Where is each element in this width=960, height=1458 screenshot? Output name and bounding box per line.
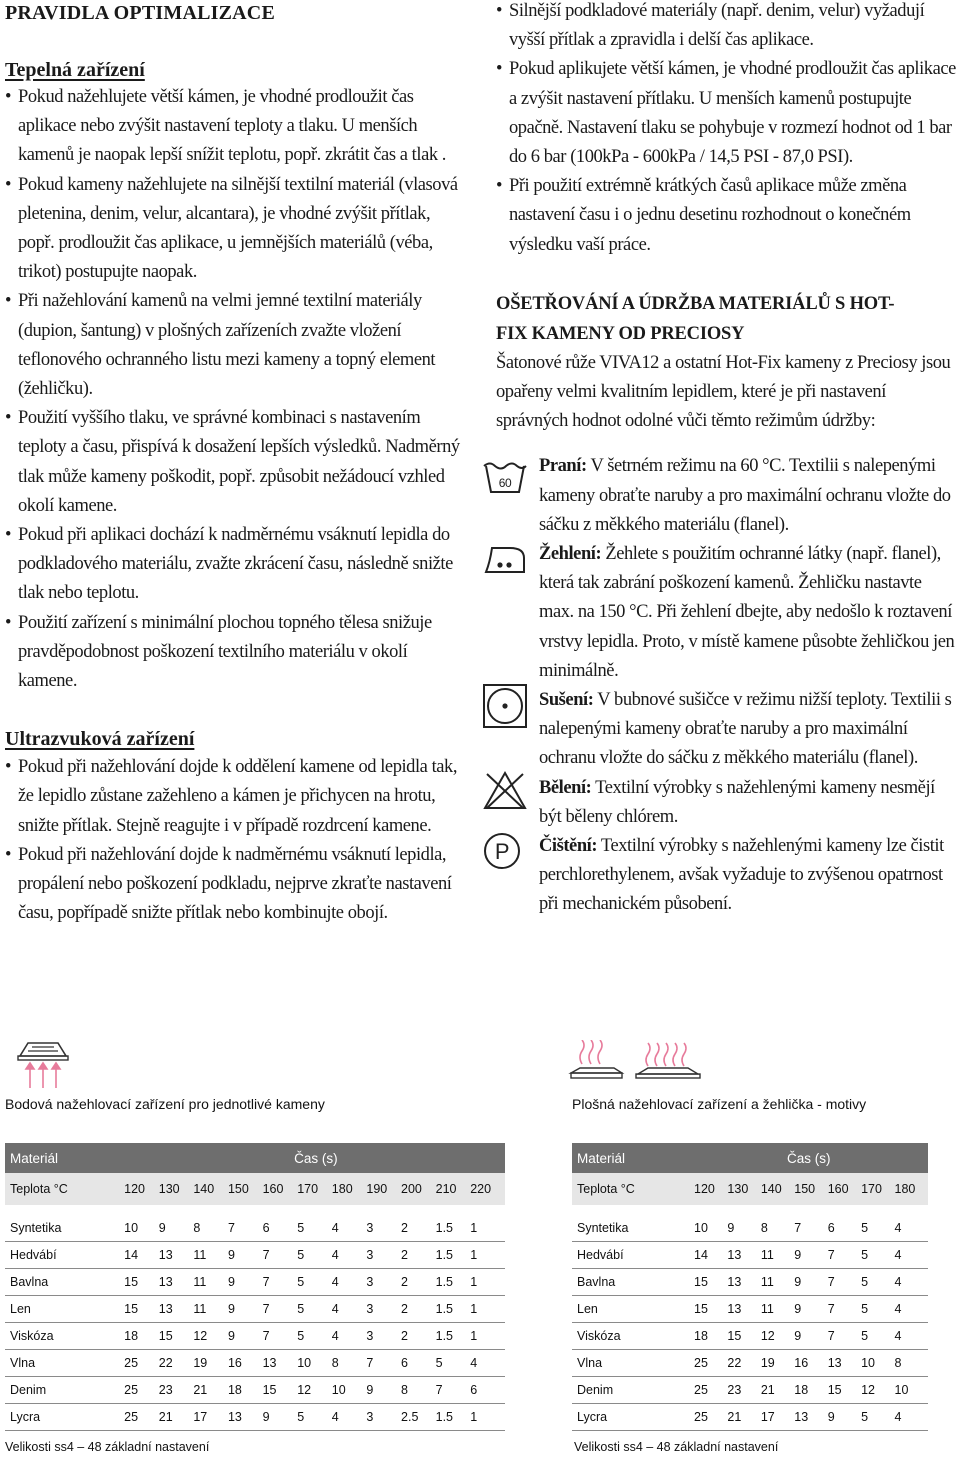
time-value-cell: 4 (332, 1323, 367, 1350)
time-value-cell: 9 (794, 1296, 827, 1323)
temperature-label: Teplota °C (572, 1173, 694, 1205)
time-value-cell: 1 (470, 1269, 505, 1296)
time-value-cell: 3 (366, 1404, 401, 1431)
time-value-cell: 1 (470, 1296, 505, 1323)
time-value-cell: 7 (436, 1377, 471, 1404)
time-value-cell: 7 (263, 1296, 298, 1323)
time-value-cell: 3 (366, 1215, 401, 1242)
time-value-cell: 11 (193, 1242, 228, 1269)
time-value-cell: 2 (401, 1269, 436, 1296)
time-value-cell: 8 (401, 1377, 436, 1404)
time-value-cell: 15 (124, 1269, 159, 1296)
table-row (572, 1242, 928, 1269)
care-text-cleaning: Textilní výrobky s nažehlenými kameny lze čistit perchlorethylenem, avšak vyžaduje to zvýšenou opatrnost při mechanickém působení. (539, 836, 944, 915)
time-value-cell: 18 (124, 1323, 159, 1350)
left-caption: Bodová nažehlovací zařízení pro jednotlivé kameny (5, 1096, 325, 1112)
table-row (572, 1296, 928, 1323)
heat-bullet: • Použití vyššího tlaku, ve správné kombinaci s nastavením teploty a času, přispívá k dosažení lepších výsledků. Nadměrný tlak může kameny poškodit, popř. způsobit nežádoucí vzhled okolí kamene. (5, 404, 467, 521)
material-name-cell: Vlna (572, 1350, 694, 1377)
time-value-cell: 1.5 (436, 1404, 471, 1431)
time-value-cell: 17 (761, 1404, 794, 1431)
time-value-cell: 1.5 (436, 1215, 471, 1242)
time-value-cell: 17 (193, 1404, 228, 1431)
time-value-cell: 5 (436, 1350, 471, 1377)
material-name-cell: Denim (572, 1377, 694, 1404)
wash-60-icon (482, 458, 528, 498)
time-value-cell: 10 (124, 1215, 159, 1242)
time-value-cell: 15 (694, 1269, 727, 1296)
time-value-cell: 18 (228, 1377, 263, 1404)
time-value-cell: 15 (828, 1377, 861, 1404)
time-value-cell: 4 (895, 1296, 928, 1323)
temp-cell: 190 (366, 1173, 401, 1205)
time-value-cell: 6 (263, 1215, 298, 1242)
time-value-cell: 5 (297, 1242, 332, 1269)
time-value-cell: 9 (794, 1323, 827, 1350)
material-name-cell: Bavlna (572, 1269, 694, 1296)
time-value-cell: 4 (332, 1215, 367, 1242)
material-header: Materiál (5, 1143, 124, 1173)
time-value-cell: 13 (159, 1242, 194, 1269)
material-name-cell: Denim (5, 1377, 124, 1404)
time-value-cell: 15 (263, 1377, 298, 1404)
care-intro: Šatonové růže VIVA12 a ostatní Hot-Fix kameny z Preciosy jsou opařeny velmi kvalitním lepidlem, které je při nastavení správných hodnot odolné vůči těmto režimům údržby: (496, 352, 951, 432)
time-value-cell: 11 (193, 1269, 228, 1296)
time-header: Čas (s) (124, 1143, 505, 1173)
time-value-cell: 3 (366, 1269, 401, 1296)
care-list (496, 452, 958, 919)
time-value-cell: 9 (263, 1404, 298, 1431)
time-value-cell: 5 (861, 1296, 894, 1323)
care-label-ironing: Žehlení: (539, 544, 602, 565)
time-value-cell: 10 (895, 1377, 928, 1404)
care-text-bleaching: Textilní výrobky s nažehlenými kameny nesmějí být běleny chlórem. (539, 777, 935, 827)
pressure-bullet: • Silnější podkladové materiály (např. denim, velur) vyžadují vyšší přítlak a zpravidla i delší čas aplikace. (496, 0, 958, 55)
time-value-cell: 10 (332, 1377, 367, 1404)
pressure-bullet: • Při použití extrémně krátkých časů aplikace může změna nastavení času i o jednu desetinu rozhodnout o konečném výsledku vaší práce. (496, 172, 958, 260)
time-value-cell: 9 (228, 1296, 263, 1323)
table-row (572, 1215, 928, 1242)
time-value-cell: 12 (297, 1377, 332, 1404)
time-value-cell: 5 (861, 1323, 894, 1350)
time-value-cell: 9 (228, 1323, 263, 1350)
time-value-cell: 1.5 (436, 1269, 471, 1296)
heat-bullet: • Použití zařízení s minimální plochou topného tělesa snižuje pravděpodobnost poškození textilního materiálu v okolí kamene. (5, 609, 467, 697)
table-header-row (5, 1143, 505, 1173)
time-value-cell: 13 (159, 1269, 194, 1296)
time-value-cell: 7 (263, 1323, 298, 1350)
care-text-washing: V šetrném režimu na 60 °C. Textilii s nalepenými kameny obraťte naruby a pro maximální ochranu vložte do sáčku z měkkého materiálu (flanel). (539, 456, 951, 535)
time-value-cell: 25 (124, 1350, 159, 1377)
temp-cell: 140 (193, 1173, 228, 1205)
time-value-cell: 5 (297, 1296, 332, 1323)
time-value-cell: 6 (401, 1350, 436, 1377)
time-value-cell: 5 (297, 1323, 332, 1350)
table-row (572, 1269, 928, 1296)
time-value-cell: 2 (401, 1215, 436, 1242)
ultrasonic-bullet-list (5, 753, 467, 928)
table-row (5, 1269, 505, 1296)
material-name-cell: Lycra (5, 1404, 124, 1431)
time-value-cell: 11 (193, 1296, 228, 1323)
material-name-cell: Viskóza (572, 1323, 694, 1350)
time-value-cell: 15 (159, 1323, 194, 1350)
tumble-dry-icon (482, 683, 528, 729)
time-value-cell: 18 (694, 1323, 727, 1350)
time-value-cell: 6 (828, 1215, 861, 1242)
time-value-cell: 9 (727, 1215, 760, 1242)
time-value-cell: 10 (694, 1215, 727, 1242)
right-column (496, 0, 958, 920)
heat-bullet: • Při nažehlování kamenů na velmi jemné textilní materiály (dupion, šantung) v plošných zařízeních zvažte vložení teflonového ochranného listu mezi kameny a topný element (žehličku). (5, 287, 467, 404)
time-value-cell: 9 (794, 1242, 827, 1269)
time-value-cell: 13 (263, 1350, 298, 1377)
temp-cell: 150 (794, 1173, 827, 1205)
time-value-cell: 3 (366, 1242, 401, 1269)
right-table-body (572, 1215, 928, 1431)
time-value-cell: 1 (470, 1404, 505, 1431)
time-value-cell: 2.5 (401, 1404, 436, 1431)
time-value-cell: 5 (861, 1404, 894, 1431)
time-value-cell: 9 (794, 1269, 827, 1296)
temperature-row (5, 1173, 505, 1205)
heat-bullet: • Pokud kameny nažehlujete na silnější textilní materiál (vlasová pletenina, denim, velur, alcantara), je vhodné zvýšit přítlak, popř. prodloužit čas aplikace, u jemnějších materiálů (véba, trikot) postupujte naopak. (5, 171, 467, 288)
time-value-cell: 5 (861, 1242, 894, 1269)
table-row (572, 1323, 928, 1350)
temp-cell: 140 (761, 1173, 794, 1205)
time-value-cell: 18 (794, 1377, 827, 1404)
time-value-cell: 15 (124, 1296, 159, 1323)
material-name-cell: Bavlna (5, 1269, 124, 1296)
table-row (5, 1215, 505, 1242)
time-value-cell: 25 (124, 1404, 159, 1431)
time-value-cell: 22 (159, 1350, 194, 1377)
plate-heater-icon (568, 1040, 708, 1090)
care-label-washing: Praní: (539, 456, 587, 477)
time-value-cell: 7 (828, 1269, 861, 1296)
time-value-cell: 12 (193, 1323, 228, 1350)
time-value-cell: 4 (332, 1404, 367, 1431)
table-header-row (572, 1143, 928, 1173)
care-label-cleaning: Čištění: (539, 836, 598, 857)
time-value-cell: 4 (895, 1269, 928, 1296)
time-value-cell: 6 (470, 1377, 505, 1404)
left-table-body (5, 1215, 505, 1431)
wash-temp-label: 60 (498, 476, 512, 491)
heat-bullet: • Pokud při aplikaci dochází k nadměrnému vsáknutí lepidla do podkladového materiálu, zvažte zkrácení času, následně snižte tlak nebo teplotu. (5, 521, 467, 609)
care-text-drying: V bubnové sušičce v režimu nižší teploty. Textilii s nalepenými kameny obraťte naruby a pro maximální ochranu vložte do sáčku z měkkého materiálu (flanel). (539, 690, 952, 769)
left-footnote: Velikosti ss4 – 48 základní nastavení (5, 1440, 210, 1454)
material-name-cell: Len (5, 1296, 124, 1323)
time-value-cell: 9 (159, 1215, 194, 1242)
time-value-cell: 5 (297, 1404, 332, 1431)
time-value-cell: 23 (727, 1377, 760, 1404)
table-row (572, 1404, 928, 1431)
time-value-cell: 1 (470, 1323, 505, 1350)
temp-cell: 210 (436, 1173, 471, 1205)
care-item-ironing (496, 540, 958, 686)
temp-cell: 160 (263, 1173, 298, 1205)
left-time-table (5, 1143, 505, 1431)
time-value-cell: 8 (895, 1350, 928, 1377)
time-value-cell: 4 (895, 1404, 928, 1431)
temp-cell: 170 (297, 1173, 332, 1205)
time-value-cell: 1.5 (436, 1296, 471, 1323)
material-name-cell: Hedvábí (572, 1242, 694, 1269)
time-value-cell: 15 (694, 1296, 727, 1323)
care-item-drying (496, 686, 958, 774)
time-value-cell: 14 (694, 1242, 727, 1269)
time-value-cell: 13 (727, 1242, 760, 1269)
care-label-bleaching: Bělení: (539, 777, 592, 798)
time-value-cell: 13 (828, 1350, 861, 1377)
time-value-cell: 13 (794, 1404, 827, 1431)
right-time-table (572, 1143, 928, 1431)
material-name-cell: Syntetika (5, 1215, 124, 1242)
time-header: Čas (s) (694, 1143, 928, 1173)
temp-cell: 150 (228, 1173, 263, 1205)
temp-cell: 170 (861, 1173, 894, 1205)
time-value-cell: 19 (193, 1350, 228, 1377)
time-value-cell: 21 (761, 1377, 794, 1404)
temp-cell: 180 (332, 1173, 367, 1205)
time-value-cell: 5 (861, 1269, 894, 1296)
temp-cell: 180 (895, 1173, 928, 1205)
material-name-cell: Lycra (572, 1404, 694, 1431)
heat-section-title: Tepelná zařízení (5, 59, 145, 81)
table-row (5, 1404, 505, 1431)
no-bleach-icon (482, 768, 528, 812)
heat-bullet: • Pokud nažehlujete větší kámen, je vhodné prodloužit čas aplikace nebo zvýšit nastavení teploty a tlaku. U menších kamenů je naopak lepší snížit teplotu, popř. zkrátit čas a tlak . (5, 83, 467, 171)
time-value-cell: 21 (727, 1404, 760, 1431)
temp-cell: 130 (727, 1173, 760, 1205)
table-row (5, 1377, 505, 1404)
point-heater-icon (14, 1040, 74, 1092)
heat-bullet-list (5, 83, 467, 696)
right-footnote: Velikosti ss4 – 48 základní nastavení (574, 1440, 779, 1454)
time-value-cell: 13 (159, 1296, 194, 1323)
time-value-cell: 10 (297, 1350, 332, 1377)
time-value-cell: 1 (470, 1242, 505, 1269)
table-row (5, 1323, 505, 1350)
ultrasonic-section-title: Ultrazvuková zařízení (5, 728, 195, 751)
table-row (5, 1242, 505, 1269)
time-value-cell: 10 (861, 1350, 894, 1377)
time-value-cell: 7 (366, 1350, 401, 1377)
time-value-cell: 9 (828, 1404, 861, 1431)
time-value-cell: 4 (895, 1242, 928, 1269)
time-value-cell: 11 (761, 1296, 794, 1323)
temperature-row (572, 1173, 928, 1205)
time-value-cell: 9 (228, 1242, 263, 1269)
page-title: PRAVIDLA OPTIMALIZACE (5, 2, 275, 24)
time-value-cell: 2 (401, 1323, 436, 1350)
time-value-cell: 8 (761, 1215, 794, 1242)
temp-cell: 200 (401, 1173, 436, 1205)
time-value-cell: 7 (228, 1215, 263, 1242)
care-section-title: OŠETŘOVÁNÍ A ÚDRŽBA MATERIÁLŮ S HOT-FIX KAMENY OD PRECIOSY (496, 293, 895, 344)
time-value-cell: 3 (366, 1323, 401, 1350)
iron-two-dots-icon (482, 538, 528, 578)
care-item-cleaning (496, 832, 958, 920)
time-value-cell: 19 (761, 1350, 794, 1377)
pressure-bullet-list (496, 0, 958, 260)
time-value-cell: 22 (727, 1350, 760, 1377)
time-value-cell: 7 (263, 1242, 298, 1269)
time-value-cell: 4 (332, 1296, 367, 1323)
time-value-cell: 13 (228, 1404, 263, 1431)
care-item-bleaching (496, 774, 958, 832)
time-value-cell: 7 (828, 1242, 861, 1269)
time-value-cell: 7 (794, 1215, 827, 1242)
time-value-cell: 5 (297, 1269, 332, 1296)
dry-clean-letter: P (494, 839, 510, 865)
time-value-cell: 13 (727, 1296, 760, 1323)
time-value-cell: 11 (761, 1269, 794, 1296)
time-value-cell: 7 (828, 1296, 861, 1323)
time-value-cell: 7 (828, 1323, 861, 1350)
time-value-cell: 12 (861, 1377, 894, 1404)
time-value-cell: 4 (895, 1323, 928, 1350)
time-value-cell: 25 (694, 1350, 727, 1377)
dry-clean-p-icon (482, 831, 528, 875)
time-value-cell: 25 (694, 1404, 727, 1431)
time-value-cell: 7 (263, 1269, 298, 1296)
time-value-cell: 21 (159, 1404, 194, 1431)
time-value-cell: 5 (297, 1215, 332, 1242)
table-row (5, 1350, 505, 1377)
care-label-drying: Sušení: (539, 690, 594, 711)
ultrasonic-bullet: • Pokud při nažehlování dojde k oddělení kamene od lepidla tak, že lepidlo zůstane zažehleno a kámen je přichycen na hrotu, snižte přítlak. Stejně reagujte i v případě rozdrcení kamene. (5, 753, 467, 841)
material-name-cell: Hedvábí (5, 1242, 124, 1269)
material-name-cell: Vlna (5, 1350, 124, 1377)
temp-cell: 160 (828, 1173, 861, 1205)
time-value-cell: 2 (401, 1296, 436, 1323)
table-row (572, 1377, 928, 1404)
time-value-cell: 4 (895, 1215, 928, 1242)
temp-cell: 220 (470, 1173, 505, 1205)
time-value-cell: 11 (761, 1242, 794, 1269)
time-value-cell: 21 (193, 1377, 228, 1404)
time-value-cell: 1.5 (436, 1242, 471, 1269)
time-value-cell: 15 (727, 1323, 760, 1350)
table-row (572, 1350, 928, 1377)
time-value-cell: 16 (794, 1350, 827, 1377)
time-value-cell: 2 (401, 1242, 436, 1269)
material-name-cell: Len (572, 1296, 694, 1323)
time-value-cell: 8 (193, 1215, 228, 1242)
time-value-cell: 4 (332, 1269, 367, 1296)
temp-cell: 130 (159, 1173, 194, 1205)
time-value-cell: 9 (228, 1269, 263, 1296)
temp-cell: 120 (124, 1173, 159, 1205)
material-name-cell: Syntetika (572, 1215, 694, 1242)
time-value-cell: 1.5 (436, 1323, 471, 1350)
time-value-cell: 16 (228, 1350, 263, 1377)
left-column (5, 0, 467, 928)
time-value-cell: 8 (332, 1350, 367, 1377)
care-item-washing (496, 452, 958, 540)
time-value-cell: 23 (159, 1377, 194, 1404)
material-header: Materiál (572, 1143, 694, 1173)
table-row (5, 1296, 505, 1323)
time-value-cell: 4 (332, 1242, 367, 1269)
temp-cell: 120 (694, 1173, 727, 1205)
temperature-label: Teplota °C (5, 1173, 124, 1205)
pressure-bullet: • Pokud aplikujete větší kámen, je vhodné prodloužit čas aplikace a zvýšit nastavení přítlaku. U menších kamenů postupujte opačně. Nastavení tlaku se pohybuje v rozmezí hodnot od 1 bar do 6 bar (100kPa - 600kPa / 14,5 PSI - 87,0 PSI). (496, 55, 958, 172)
ultrasonic-bullet: • Pokud při nažehlování dojde k nadměrnému vsáknutí lepidla, propálení nebo poškození podkladu, nejprve zkraťte nastavení času, popřípadě snižte přítlak nebo kombinujte obojí. (5, 841, 467, 929)
time-value-cell: 25 (694, 1377, 727, 1404)
time-value-cell: 3 (366, 1296, 401, 1323)
time-value-cell: 4 (470, 1350, 505, 1377)
time-value-cell: 14 (124, 1242, 159, 1269)
care-text-ironing: Žehlete s použitím ochranné látky (např. flanel), která tak zabrání poškození kamenů. Žehličku nastavte max. na 150 °C. Při žehlení dbejte, aby nedošlo k roztavení vrstvy lepidla. Proto, v místě kamene působte žehličkou jen minimálně. (539, 544, 955, 681)
right-caption: Plošná nažehlovací zařízení a žehlička - motivy (572, 1096, 867, 1112)
material-name-cell: Viskóza (5, 1323, 124, 1350)
time-value-cell: 9 (366, 1377, 401, 1404)
time-value-cell: 25 (124, 1377, 159, 1404)
time-value-cell: 13 (727, 1269, 760, 1296)
time-value-cell: 1 (470, 1215, 505, 1242)
time-value-cell: 5 (861, 1215, 894, 1242)
time-value-cell: 12 (761, 1323, 794, 1350)
